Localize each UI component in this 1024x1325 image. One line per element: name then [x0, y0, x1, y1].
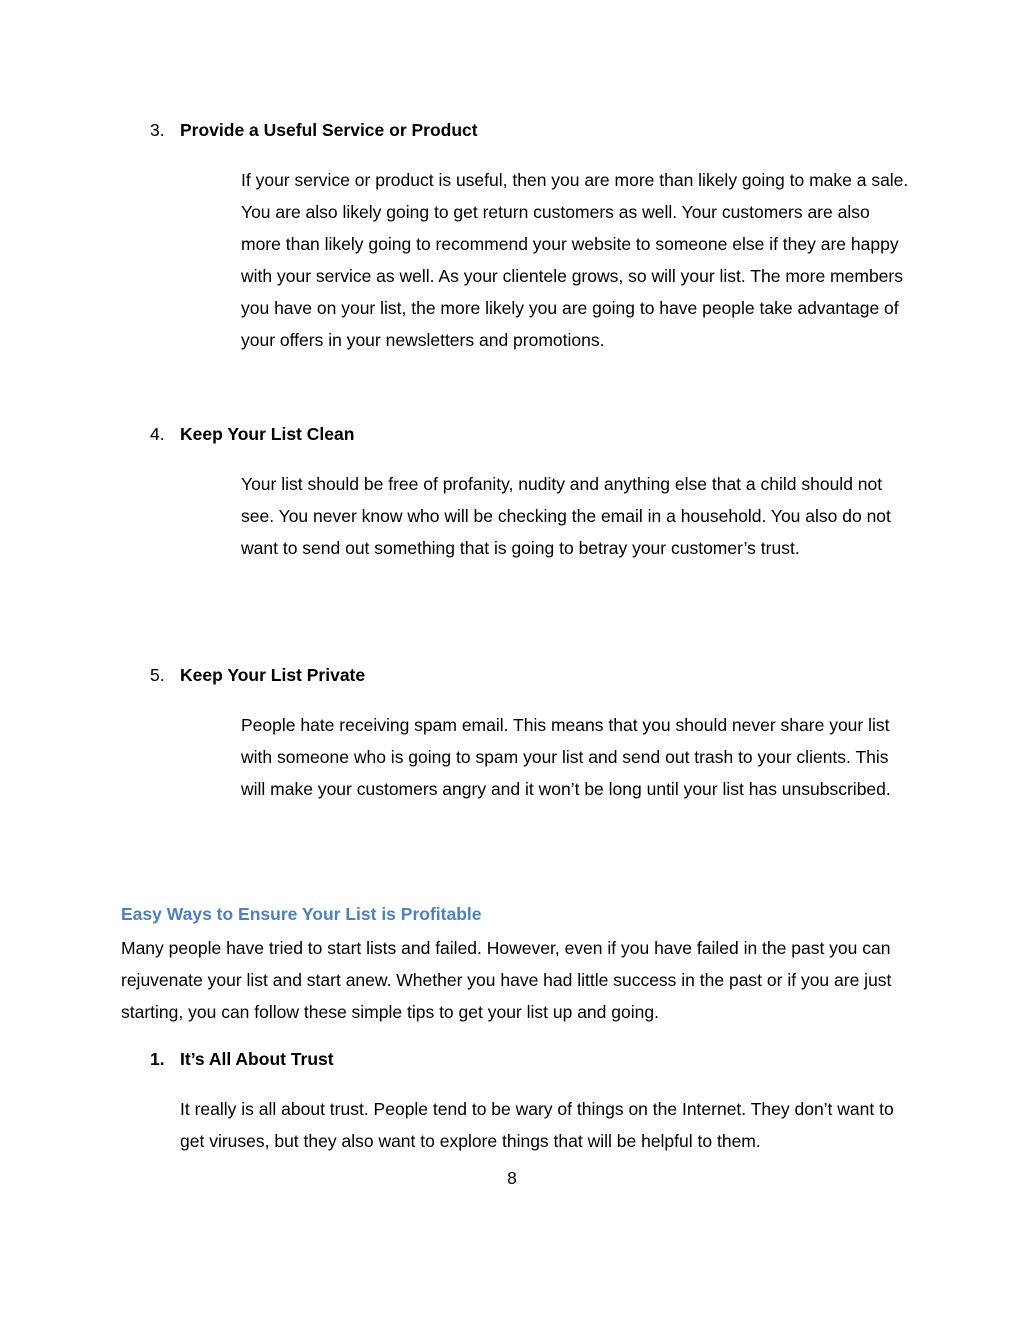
item-number: 5.	[150, 665, 165, 685]
page-number: 8	[507, 1168, 517, 1188]
section-intro: Many people have tried to start lists and failed. However, even if you have failed in the past you can rejuvenate your list and start anew. Whether you have had little success in the past or if you are just starting, you can follow these simple tips to get your list up and going.	[121, 938, 892, 1022]
item-number: 3.	[150, 120, 165, 140]
item-title: It’s All About Trust	[180, 1049, 334, 1069]
item-heading-4	[150, 424, 354, 445]
item-heading-5	[150, 665, 365, 686]
item-body-5: People hate receiving spam email. This means that you should never share your list with someone who is going to spam your list and send out trash to your clients. This will make your customers angry and it won’t be long until your list has unsubscribed.	[241, 715, 891, 799]
item-number: 1.	[150, 1049, 165, 1069]
item-heading-3	[150, 120, 478, 141]
item-body-3: If your service or product is useful, then you are more than likely going to make a sale. You are also likely going to get return customers as well. Your customers are also more than likely going to recommend your website to someone else if they are happy with your service as well. As your clientele grows, so will your list. The more members you have on your list, the more likely you are going to have people take advantage of your offers in your newsletters and promotions.	[241, 170, 909, 350]
section-item-heading-1	[150, 1049, 334, 1070]
item-body-4: Your list should be free of profanity, nudity and anything else that a child should not see. You never know who will be checking the email in a household. You also do not want to send out something that is going to betray your customer’s trust.	[241, 474, 891, 558]
section-heading: Easy Ways to Ensure Your List is Profitable	[121, 904, 482, 924]
item-title: Provide a Useful Service or Product	[180, 120, 478, 140]
item-number: 4.	[150, 424, 165, 444]
item-title: Keep Your List Private	[180, 665, 366, 685]
section-item-body-1: It really is all about trust. People tend to be wary of things on the Internet. They don’t want to get viruses, but they also want to explore things that will be helpful to them.	[180, 1099, 894, 1151]
item-title: Keep Your List Clean	[180, 424, 355, 444]
